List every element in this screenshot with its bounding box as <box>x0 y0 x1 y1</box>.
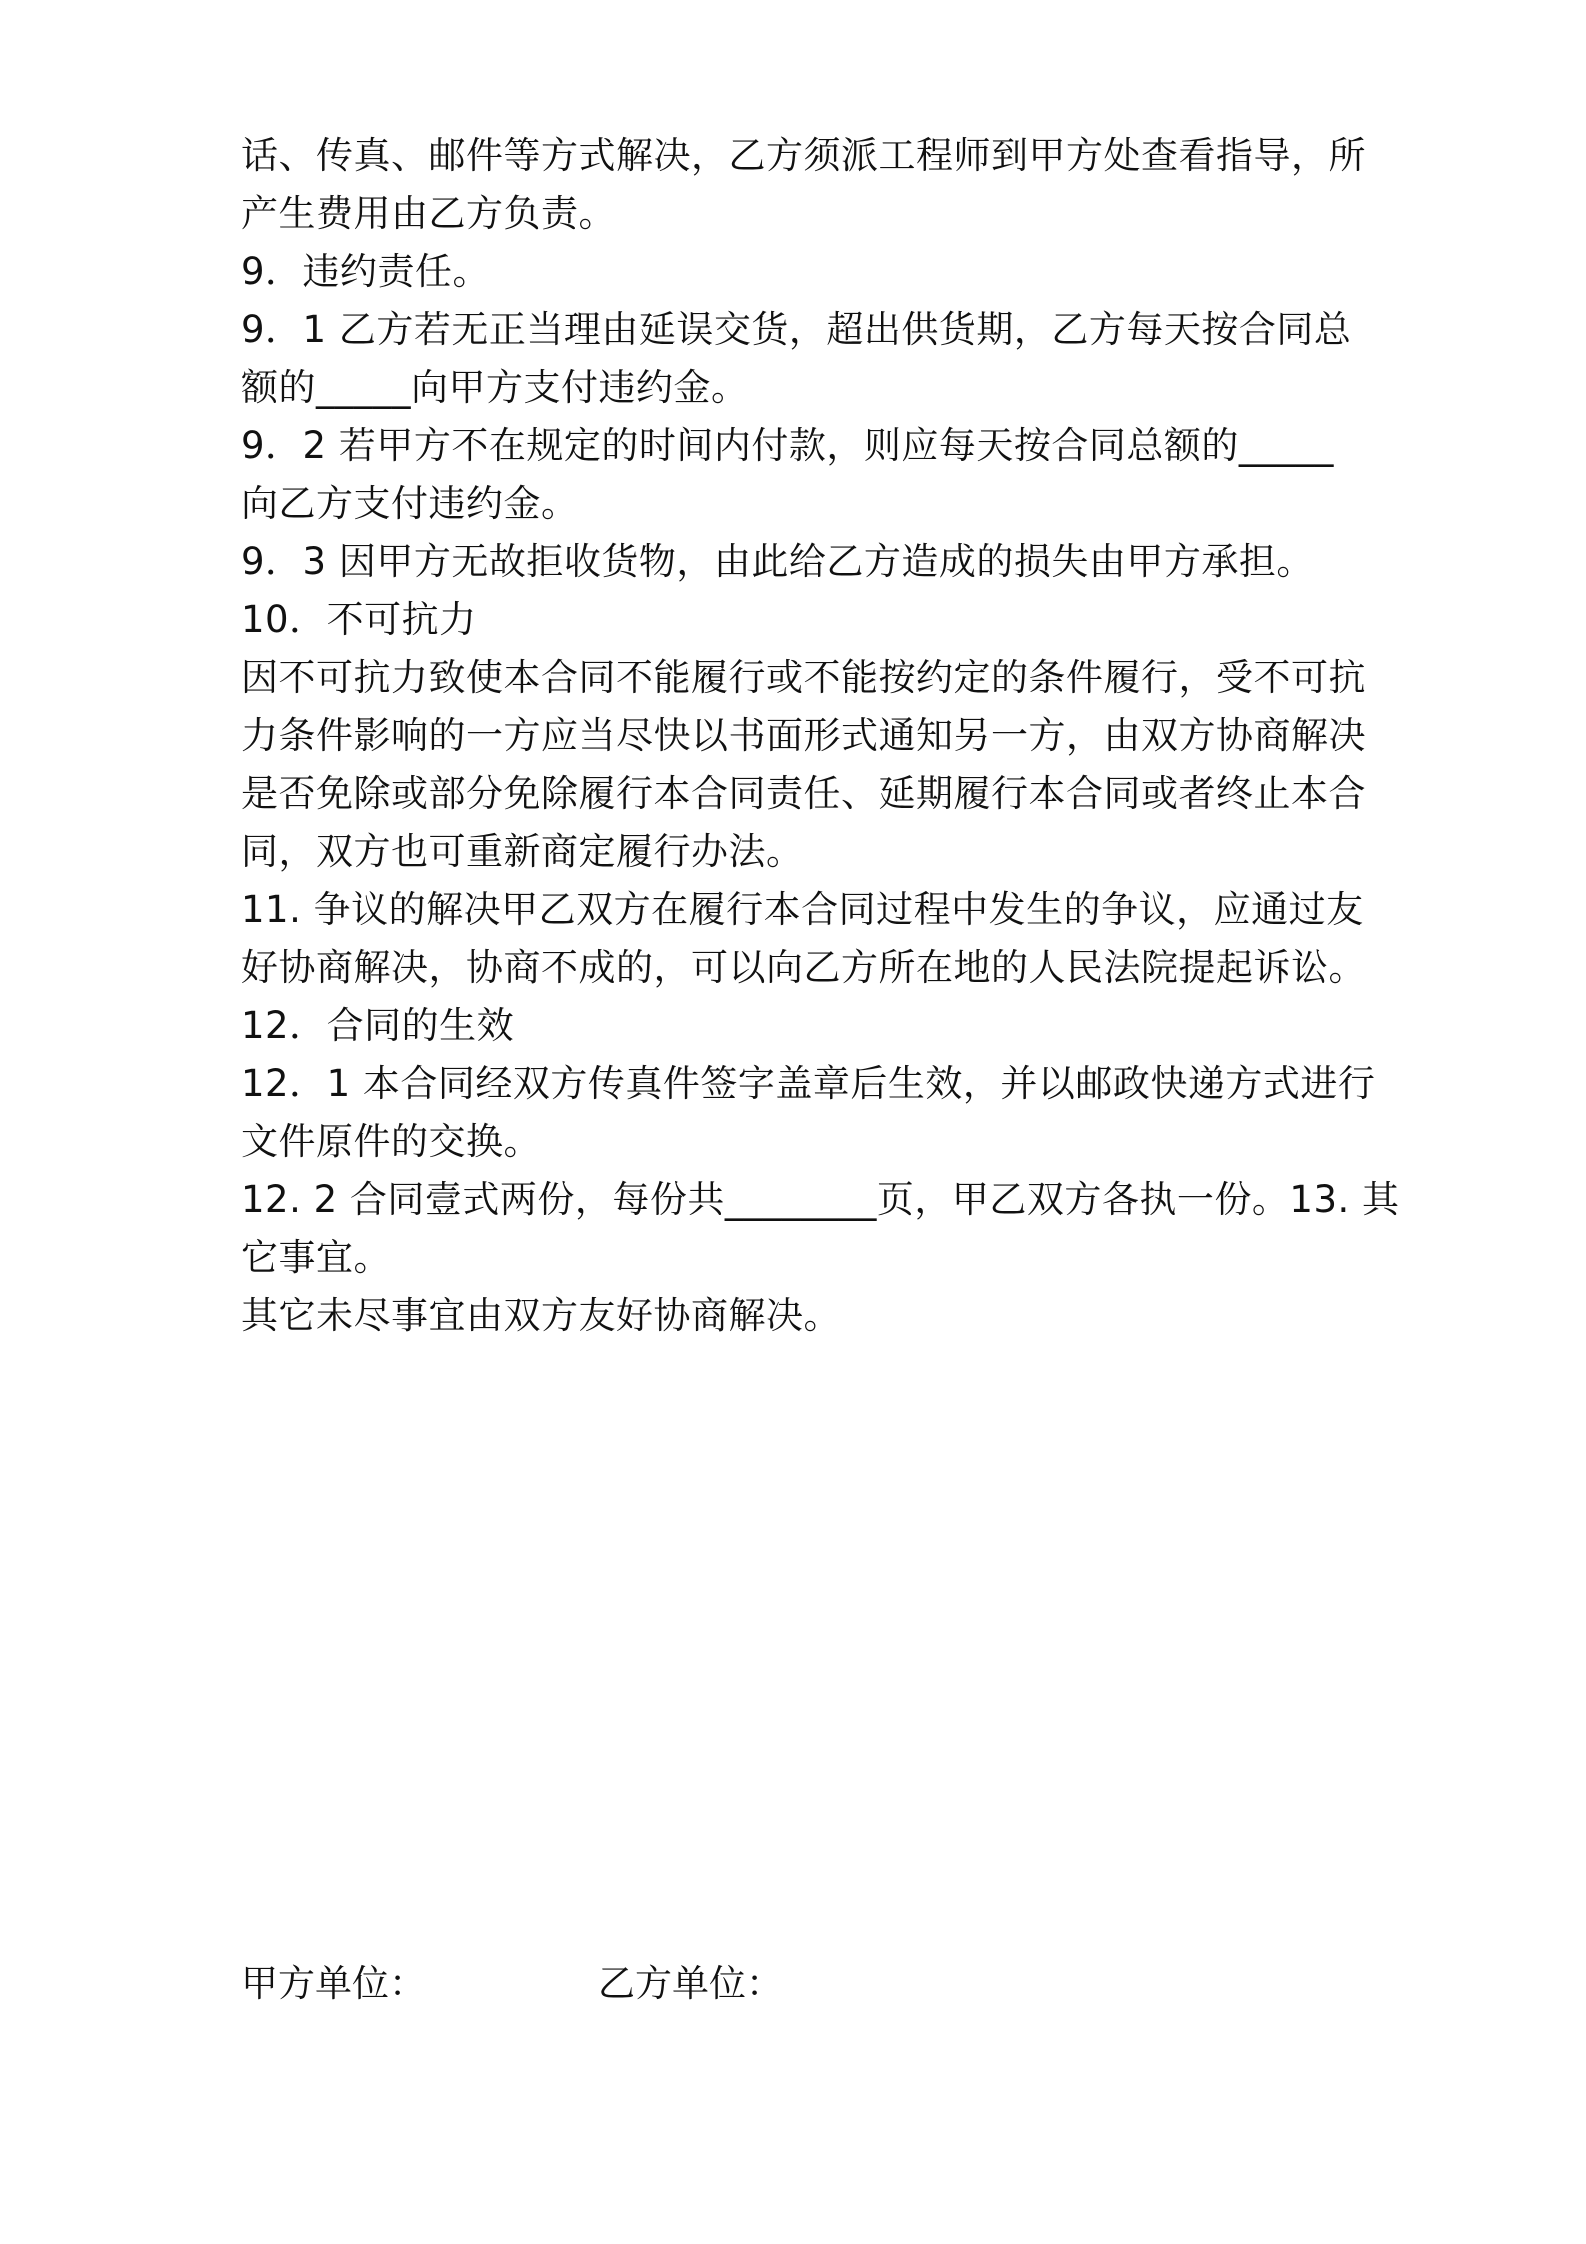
text-line: 同，双方也可重新商定履行办法。 <box>241 830 804 873</box>
party-a-label: 甲方单位： <box>241 1962 426 2005</box>
section-heading: 10．不可抗力 <box>241 598 477 641</box>
text-line: 文件原件的交换。 <box>241 1120 541 1163</box>
text-line: 12．1 本合同经双方传真件签字盖章后生效，并以邮政快递方式进行 <box>241 1062 1376 1105</box>
text-line: 12. 2 合同壹式两份，每份共________页，甲乙双方各执一份。13. 其 <box>241 1178 1400 1221</box>
text-line: 它事宜。 <box>241 1236 391 1279</box>
text-line: 11. 争议的解决甲乙双方在履行本合同过程中发生的争议，应通过友 <box>241 888 1364 931</box>
text-line: 9．2 若甲方不在规定的时间内付款，则应每天按合同总额的_____ <box>241 424 1334 467</box>
party-b-label: 乙方单位： <box>598 1962 783 2005</box>
signature-block <box>241 1960 1371 2008</box>
text-line: 9．3 因甲方无故拒收货物，由此给乙方造成的损失由甲方承担。 <box>241 540 1314 583</box>
text-line: 话、传真、邮件等方式解决，乙方须派工程师到甲方处查看指导，所 <box>241 134 1366 177</box>
section-heading: 9．违约责任。 <box>241 250 491 293</box>
text-line: 向乙方支付违约金。 <box>241 482 579 525</box>
section-heading: 12．合同的生效 <box>241 1004 515 1047</box>
text-line: 力条件影响的一方应当尽快以书面形式通知另一方，由双方协商解决 <box>241 714 1366 757</box>
text-line: 9．1 乙方若无正当理由延误交货，超出供货期，乙方每天按合同总 <box>241 308 1352 351</box>
text-line: 因不可抗力致使本合同不能履行或不能按约定的条件履行，受不可抗 <box>241 656 1366 699</box>
text-line: 好协商解决，协商不成的，可以向乙方所在地的人民法院提起诉讼。 <box>241 946 1366 989</box>
text-line: 其它未尽事宜由双方友好协商解决。 <box>241 1294 841 1337</box>
text-line: 产生费用由乙方负责。 <box>241 192 616 235</box>
text-line: 额的_____向甲方支付违约金。 <box>241 366 749 409</box>
text-line: 是否免除或部分免除履行本合同责任、延期履行本合同或者终止本合 <box>241 772 1366 815</box>
